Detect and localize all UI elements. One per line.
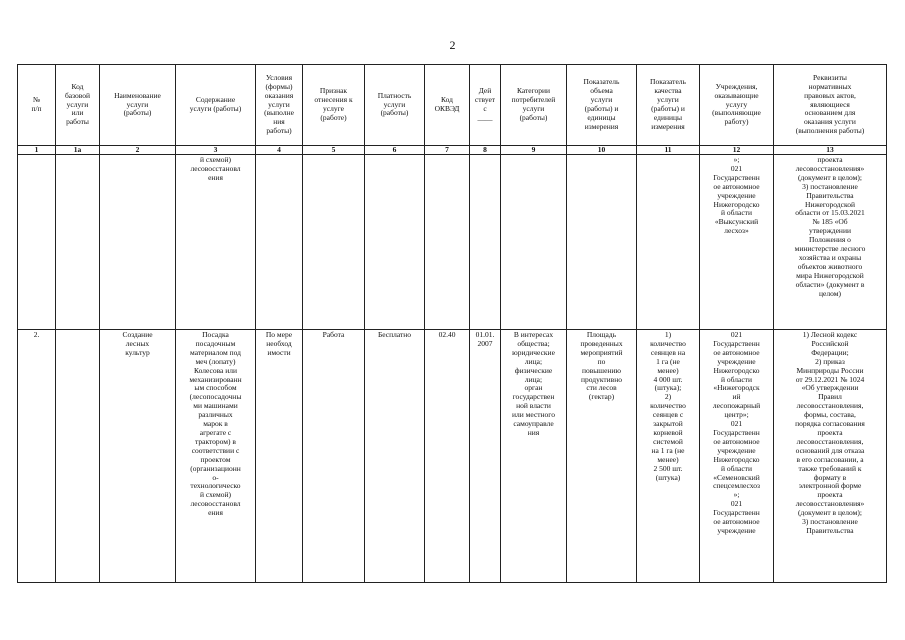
table-row-cell xyxy=(303,155,365,330)
header-row-cell: Дей ствует с ____ xyxy=(470,65,501,146)
column-number-row-cell: 6 xyxy=(365,146,425,155)
table-row-cell xyxy=(56,155,100,330)
table-row-cell: Площадь проведенных мероприятий по повышению продуктивно сти лесов (гектар) xyxy=(567,330,637,583)
column-number-row-cell: 9 xyxy=(501,146,567,155)
table-row-cell: »; 021 Государственн ое автономное учреждение Нижегородско й области «Выксунский лесхоз» xyxy=(700,155,774,330)
column-number-row-cell: 2 xyxy=(100,146,176,155)
column-number-row-cell: 12 xyxy=(700,146,774,155)
header-row-cell: Наименование услуги (работы) xyxy=(100,65,176,146)
table-row-cell: Посадка посадочным материалом под меч (лопату) Колесова или механизированн ым способом (лесопосадочны ми машинами различных марок в агрегате с трактором) в соответствии с проектом (организационн о- технологическо й схемой) лесовосстановл ения xyxy=(176,330,256,583)
column-number-row-cell: 4 xyxy=(256,146,303,155)
table-row xyxy=(18,155,887,330)
table-row-cell: 2. xyxy=(18,330,56,583)
table-row-cell xyxy=(637,155,700,330)
table-row-cell: Работа xyxy=(303,330,365,583)
column-number-row-cell: 10 xyxy=(567,146,637,155)
table-row-cell xyxy=(365,155,425,330)
table-row-cell: й схемой) лесовосстановл ения xyxy=(176,155,256,330)
table-row-cell: 1) Лесной кодекс Российской Федерации; 2) приказ Минприроды России от 29.12.2021 № 1024 «Об утверждении Правил лесовосстановления, формы, состава, порядка согласования проекта лесовосстановления, оснований для отказа в его согласовании, а также требований к формату в электронной форме проекта лесовосстановления» (документ в целом); 3) постановление Правительства xyxy=(774,330,887,583)
table-row-cell xyxy=(256,155,303,330)
header-row-cell: Признак отнесения к услуге (работе) xyxy=(303,65,365,146)
table-row-cell: 01.01. 2007 xyxy=(470,330,501,583)
table-row-cell xyxy=(18,155,56,330)
header-row xyxy=(18,65,887,146)
header-row-cell: Условия (формы) оказания услуги (выполне ния работы) xyxy=(256,65,303,146)
header-row-cell: Содержание услуги (работы) xyxy=(176,65,256,146)
header-row-cell: Реквизиты нормативных правовых актов, являющиеся основанием для оказания услуги (выполнения работы) xyxy=(774,65,887,146)
column-number-row-cell: 7 xyxy=(425,146,470,155)
header-row-cell: Платность услуги (работы) xyxy=(365,65,425,146)
header-row-cell: № п/п xyxy=(18,65,56,146)
header-row-cell: Код ОКВЭД xyxy=(425,65,470,146)
table-row-cell xyxy=(100,155,176,330)
column-number-row-cell: 1 xyxy=(18,146,56,155)
table-row-cell xyxy=(56,330,100,583)
table-row-cell: 1) количество сеянцев на 1 га (не менее) 4 000 шт. (штука); 2) количество сеянцев с закрытой корневой системой на 1 га (не менее) 2 500 шт. (штука) xyxy=(637,330,700,583)
column-number-row-cell: 11 xyxy=(637,146,700,155)
table-row-cell: По мере необход имости xyxy=(256,330,303,583)
column-number-row xyxy=(18,146,887,155)
table-row-cell: 02.40 xyxy=(425,330,470,583)
column-number-row-cell: 13 xyxy=(774,146,887,155)
table-row-cell xyxy=(425,155,470,330)
table-row-cell: 021 Государственн ое автономное учреждение Нижегородско й области «Нижегородск ий лесопожарный центр»; 021 Государственн ое автономное учреждение Нижегородско й области «Семеновский спецсемлесхоз »; 021 Государственн ое автономное учреждение xyxy=(700,330,774,583)
table-row-cell: проекта лесовосстановления» (документ в целом); 3) постановление Правительства Нижегородской области от 15.03.2021 № 185 «Об утверждении Положения о министерстве лесного хозяйства и охраны объектов животного мира Нижегородской области» (документ в целом) xyxy=(774,155,887,330)
header-row-cell: Показатель объема услуги (работы) и единицы измерения xyxy=(567,65,637,146)
table-row-cell xyxy=(567,155,637,330)
table-row-cell xyxy=(501,155,567,330)
column-number-row-cell: 1а xyxy=(56,146,100,155)
table-row-cell: Создание лесных культур xyxy=(100,330,176,583)
header-row-cell: Учреждения, оказывающие услугу (выполняющие работу) xyxy=(700,65,774,146)
table-row-cell: В интересах общества; юридические лица; физические лица; орган государствен ной власти или местного самоуправле ния xyxy=(501,330,567,583)
table-row xyxy=(18,330,887,583)
table-row-cell: Бесплатно xyxy=(365,330,425,583)
page-number: 2 xyxy=(449,38,456,52)
header-row-cell: Категории потребителей услуги (работы) xyxy=(501,65,567,146)
column-number-row-cell: 8 xyxy=(470,146,501,155)
table-row-cell xyxy=(470,155,501,330)
header-row-cell: Показатель качества услуги (работы) и единицы измерения xyxy=(637,65,700,146)
header-row-cell: Код базовой услуги или работы xyxy=(56,65,100,146)
column-number-row-cell: 3 xyxy=(176,146,256,155)
services-table xyxy=(17,64,887,583)
column-number-row-cell: 5 xyxy=(303,146,365,155)
